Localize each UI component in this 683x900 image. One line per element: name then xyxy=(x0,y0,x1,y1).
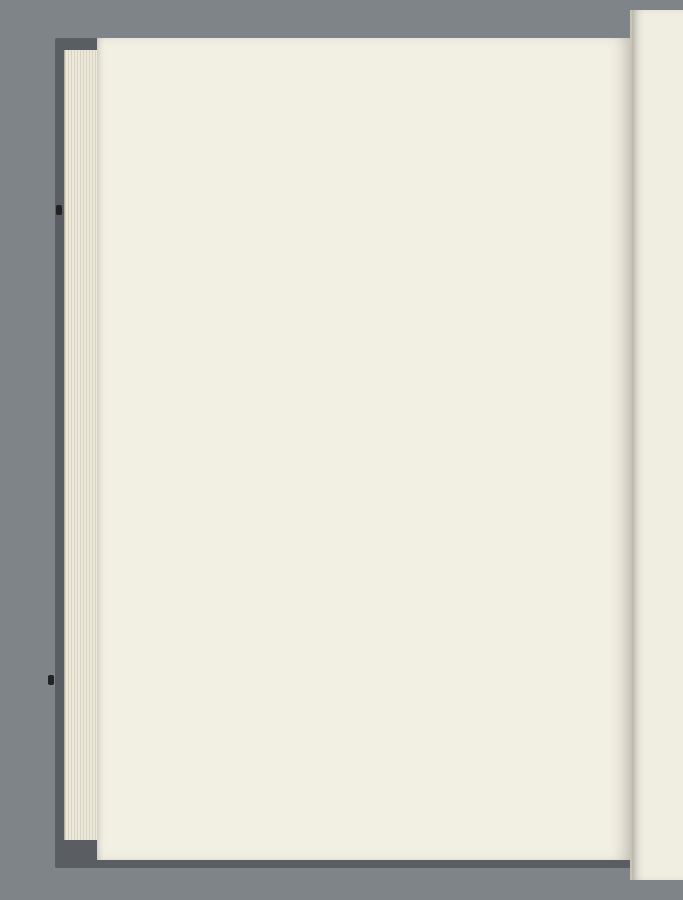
facing-page xyxy=(630,10,683,880)
clamp-bottom xyxy=(48,675,54,685)
left-page xyxy=(97,38,632,860)
clamp-top xyxy=(56,205,62,215)
